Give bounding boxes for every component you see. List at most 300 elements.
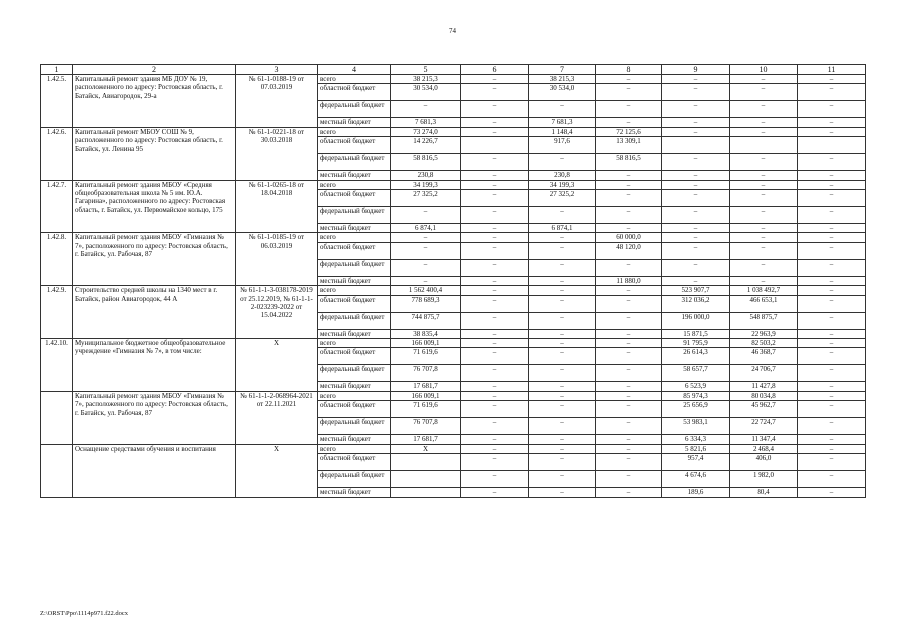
amount-cell: – [529, 329, 596, 338]
item-description: Строительство средней школы на 1340 мест в г. Батайск, район Авиагородок, 44 А [73, 286, 236, 339]
amount-cell: – [798, 444, 866, 453]
amount-cell: – [596, 329, 662, 338]
amount-cell [662, 137, 730, 154]
expertise-document: X [236, 339, 318, 392]
amount-cell: – [529, 471, 596, 488]
amount-cell: 76 707,8 [391, 365, 461, 382]
amount-cell: – [596, 339, 662, 348]
column-number-9: 9 [662, 65, 730, 75]
column-number-11: 11 [798, 65, 866, 75]
amount-cell: 60 000,0 [596, 233, 662, 242]
amount-cell: 25 656,9 [662, 401, 730, 418]
column-number-4: 4 [318, 65, 391, 75]
funding-source: областной бюджет [318, 137, 391, 154]
amount-cell: – [391, 242, 461, 259]
amount-cell: – [461, 365, 529, 382]
budget-table [40, 64, 866, 498]
funding-source: местный бюджет [318, 224, 391, 233]
amount-cell: – [798, 190, 866, 207]
amount-cell: 38 215,3 [391, 75, 461, 84]
amount-cell: – [391, 101, 461, 118]
amount-cell: 27 325,2 [529, 190, 596, 207]
amount-cell: 11 347,4 [730, 435, 798, 444]
funding-source: местный бюджет [318, 276, 391, 285]
amount-cell: – [391, 233, 461, 242]
amount-cell: – [798, 401, 866, 418]
amount-cell: – [596, 391, 662, 400]
funding-source: федеральный бюджет [318, 154, 391, 171]
amount-cell: 30 534,0 [529, 84, 596, 101]
amount-cell: 6 874,1 [529, 224, 596, 233]
amount-cell: – [730, 84, 798, 101]
amount-cell: 24 706,7 [730, 365, 798, 382]
amount-cell: 189,6 [662, 488, 730, 497]
amount-cell: – [391, 259, 461, 276]
amount-cell: – [798, 84, 866, 101]
amount-cell: – [798, 312, 866, 329]
amount-cell: 72 125,6 [596, 127, 662, 136]
amount-cell: 7 681,3 [391, 118, 461, 127]
amount-cell: 466 653,1 [730, 295, 798, 312]
amount-cell: 1 148,4 [529, 127, 596, 136]
amount-cell: 91 795,9 [662, 339, 730, 348]
amount-cell: – [662, 233, 730, 242]
funding-source: местный бюджет [318, 382, 391, 391]
funding-source: местный бюджет [318, 488, 391, 497]
amount-cell: 5 821,6 [662, 444, 730, 453]
item-number: 1.42.10. [41, 339, 73, 392]
amount-cell: – [798, 207, 866, 224]
amount-cell: – [461, 118, 529, 127]
amount-cell: 196 000,0 [662, 312, 730, 329]
amount-cell: – [461, 312, 529, 329]
table-row [41, 339, 866, 348]
amount-cell: – [798, 180, 866, 189]
amount-cell: 27 325,2 [391, 190, 461, 207]
amount-cell [391, 454, 461, 471]
amount-cell: – [461, 84, 529, 101]
amount-cell: – [596, 365, 662, 382]
amount-cell: – [596, 84, 662, 101]
amount-cell: – [529, 259, 596, 276]
amount-cell: 548 875,7 [730, 312, 798, 329]
amount-cell: 38 215,3 [529, 75, 596, 84]
amount-cell: – [529, 154, 596, 171]
funding-source: федеральный бюджет [318, 471, 391, 488]
funding-source: областной бюджет [318, 295, 391, 312]
table-row [41, 180, 866, 189]
amount-cell [461, 137, 529, 154]
amount-cell: – [798, 242, 866, 259]
amount-cell: – [529, 295, 596, 312]
amount-cell: – [798, 454, 866, 471]
item-number [41, 444, 73, 497]
amount-cell: – [662, 154, 730, 171]
amount-cell: 17 681,7 [391, 435, 461, 444]
item-description: Капитальный ремонт здания МБОУ «Гимназия № 7», расположенного по адресу: Ростовская область, г. Батайск, ул. Рабочая, 87 [73, 233, 236, 286]
amount-cell: – [596, 259, 662, 276]
amount-cell: – [798, 418, 866, 435]
amount-cell: 1 562 400,4 [391, 286, 461, 295]
column-number-5: 5 [391, 65, 461, 75]
item-description: Оснащение средствами обучения и воспитания [73, 444, 236, 497]
funding-source: областной бюджет [318, 242, 391, 259]
funding-source: федеральный бюджет [318, 418, 391, 435]
item-description: Муниципальное бюджетное общеобразовательное учреждение «Гимназия № 7», в том числе: [73, 339, 236, 392]
amount-cell: – [391, 207, 461, 224]
amount-cell: – [461, 471, 529, 488]
amount-cell: 34 199,3 [529, 180, 596, 189]
amount-cell: – [662, 84, 730, 101]
amount-cell: – [461, 242, 529, 259]
amount-cell: – [529, 488, 596, 497]
amount-cell: – [529, 365, 596, 382]
amount-cell: 30 534,0 [391, 84, 461, 101]
column-number-8: 8 [596, 65, 662, 75]
amount-cell: – [798, 154, 866, 171]
table-row [41, 127, 866, 136]
expertise-document: X [236, 444, 318, 497]
amount-cell: – [662, 127, 730, 136]
amount-cell: 11 427,8 [730, 382, 798, 391]
amount-cell: 71 619,6 [391, 401, 461, 418]
amount-cell: – [461, 101, 529, 118]
amount-cell: – [529, 444, 596, 453]
amount-cell: – [529, 233, 596, 242]
expertise-document: № 61-1-1-2-068964-2021 от 22.11.2021 [236, 391, 318, 444]
amount-cell: – [798, 488, 866, 497]
amount-cell: – [730, 242, 798, 259]
column-number-1: 1 [41, 65, 73, 75]
amount-cell: 17 681,7 [391, 382, 461, 391]
amount-cell: – [798, 233, 866, 242]
amount-cell: – [730, 233, 798, 242]
amount-cell: – [461, 171, 529, 180]
amount-cell: – [529, 435, 596, 444]
amount-cell: 957,4 [662, 454, 730, 471]
amount-cell: – [798, 435, 866, 444]
amount-cell: – [798, 259, 866, 276]
amount-cell: 14 226,7 [391, 137, 461, 154]
amount-cell: 58 657,7 [662, 365, 730, 382]
amount-cell: 7 681,3 [529, 118, 596, 127]
amount-cell: 38 835,4 [391, 329, 461, 338]
expertise-document: № 61-1-0185-19 от 06.03.2019 [236, 233, 318, 286]
amount-cell: – [730, 190, 798, 207]
amount-cell: – [596, 471, 662, 488]
funding-source: местный бюджет [318, 435, 391, 444]
funding-source: местный бюджет [318, 118, 391, 127]
item-number [41, 391, 73, 444]
item-number: 1.42.5. [41, 75, 73, 128]
amount-cell: – [798, 276, 866, 285]
amount-cell: – [461, 127, 529, 136]
amount-cell: 6 874,1 [391, 224, 461, 233]
amount-cell: – [662, 224, 730, 233]
table-row [41, 75, 866, 84]
amount-cell: – [596, 295, 662, 312]
funding-source: федеральный бюджет [318, 207, 391, 224]
amount-cell: – [461, 190, 529, 207]
amount-cell: – [461, 391, 529, 400]
item-description: Капитальный ремонт здания МБОУ «Гимназия № 7», расположенного по адресу: Ростовская область, г. Батайск, ул. Рабочая, 87 [73, 391, 236, 444]
amount-cell: 2 468,4 [730, 444, 798, 453]
amount-cell: 45 962,7 [730, 401, 798, 418]
funding-source: всего [318, 180, 391, 189]
amount-cell: – [596, 435, 662, 444]
funding-source: всего [318, 339, 391, 348]
amount-cell: – [798, 171, 866, 180]
table-row [41, 286, 866, 295]
amount-cell: 85 974,3 [662, 391, 730, 400]
amount-cell: – [662, 180, 730, 189]
amount-cell: – [662, 207, 730, 224]
amount-cell: – [461, 180, 529, 189]
amount-cell: – [596, 75, 662, 84]
column-number-row [41, 65, 866, 75]
amount-cell: 58 816,5 [596, 154, 662, 171]
amount-cell: – [461, 339, 529, 348]
amount-cell: – [461, 75, 529, 84]
amount-cell: 312 036,2 [662, 295, 730, 312]
amount-cell: – [798, 348, 866, 365]
amount-cell: – [596, 382, 662, 391]
amount-cell: – [596, 207, 662, 224]
amount-cell: – [596, 488, 662, 497]
amount-cell: 6 334,3 [662, 435, 730, 444]
amount-cell: – [461, 418, 529, 435]
amount-cell: 82 503,2 [730, 339, 798, 348]
amount-cell: – [662, 242, 730, 259]
amount-cell: 11 880,0 [596, 276, 662, 285]
file-path-footer: Z:\ORST\Ppo\1114p971.f22.docx [40, 610, 128, 617]
amount-cell: – [730, 118, 798, 127]
amount-cell: – [461, 276, 529, 285]
amount-cell: – [730, 75, 798, 84]
amount-cell: – [596, 418, 662, 435]
amount-cell: 230,8 [391, 171, 461, 180]
amount-cell: – [461, 329, 529, 338]
amount-cell: 48 120,0 [596, 242, 662, 259]
table-row [41, 391, 866, 400]
expertise-document: № 61-1-0265-18 от 18.04.2018 [236, 180, 318, 233]
amount-cell: 523 907,7 [662, 286, 730, 295]
amount-cell: – [596, 312, 662, 329]
amount-cell [798, 137, 866, 154]
amount-cell: – [596, 180, 662, 189]
amount-cell [730, 137, 798, 154]
table-row [41, 233, 866, 242]
amount-cell: – [529, 101, 596, 118]
column-number-2: 2 [73, 65, 236, 75]
amount-cell: – [461, 382, 529, 391]
amount-cell: – [529, 312, 596, 329]
amount-cell: – [529, 454, 596, 471]
amount-cell: 15 871,5 [662, 329, 730, 338]
amount-cell: 73 274,0 [391, 127, 461, 136]
amount-cell: – [730, 101, 798, 118]
amount-cell: – [596, 286, 662, 295]
amount-cell: – [798, 382, 866, 391]
item-number: 1.42.9. [41, 286, 73, 339]
amount-cell: – [461, 435, 529, 444]
amount-cell: – [662, 276, 730, 285]
amount-cell: 166 009,1 [391, 391, 461, 400]
amount-cell: – [529, 382, 596, 391]
amount-cell: 26 614,3 [662, 348, 730, 365]
amount-cell: 6 523,9 [662, 382, 730, 391]
amount-cell: – [798, 224, 866, 233]
page-number: 74 [449, 27, 456, 35]
amount-cell: – [730, 127, 798, 136]
funding-source: всего [318, 75, 391, 84]
amount-cell: – [596, 348, 662, 365]
amount-cell: – [730, 171, 798, 180]
amount-cell [391, 488, 461, 497]
amount-cell: – [596, 118, 662, 127]
funding-source: всего [318, 127, 391, 136]
amount-cell: – [662, 101, 730, 118]
amount-cell: 1 038 492,7 [730, 286, 798, 295]
amount-cell: 744 875,7 [391, 312, 461, 329]
amount-cell: 13 309,1 [596, 137, 662, 154]
amount-cell: – [662, 190, 730, 207]
amount-cell: – [662, 259, 730, 276]
item-description: Капитальный ремонт здания МБОУ «Средняя общеобразовательная школа № 5 им. Ю.А. Гагарина», расположенного по адресу: Ростовская область, г. Батайск, ул. Первомайское кольцо, 175 [73, 180, 236, 233]
amount-cell: 917,6 [529, 137, 596, 154]
amount-cell: – [529, 348, 596, 365]
amount-cell: – [596, 224, 662, 233]
amount-cell: 4 674,6 [662, 471, 730, 488]
amount-cell: 58 816,5 [391, 154, 461, 171]
amount-cell: – [730, 224, 798, 233]
amount-cell: 76 707,8 [391, 418, 461, 435]
amount-cell: – [461, 259, 529, 276]
amount-cell: 80 034,8 [730, 391, 798, 400]
amount-cell: – [798, 339, 866, 348]
expertise-document: № 61-1-0221-18 от 30.03.2018 [236, 127, 318, 180]
amount-cell: – [596, 171, 662, 180]
funding-source: федеральный бюджет [318, 365, 391, 382]
amount-cell: – [662, 75, 730, 84]
amount-cell: – [461, 224, 529, 233]
funding-source: местный бюджет [318, 329, 391, 338]
funding-source: областной бюджет [318, 454, 391, 471]
amount-cell: 778 689,3 [391, 295, 461, 312]
amount-cell: – [461, 488, 529, 497]
table-body [41, 75, 866, 498]
amount-cell: 46 368,7 [730, 348, 798, 365]
amount-cell: – [798, 127, 866, 136]
funding-source: всего [318, 391, 391, 400]
funding-source: областной бюджет [318, 348, 391, 365]
amount-cell: 53 983,1 [662, 418, 730, 435]
amount-cell: – [596, 454, 662, 471]
funding-source: федеральный бюджет [318, 312, 391, 329]
column-number-7: 7 [529, 65, 596, 75]
amount-cell: – [730, 276, 798, 285]
amount-cell: – [529, 339, 596, 348]
amount-cell: – [461, 233, 529, 242]
amount-cell: – [798, 75, 866, 84]
amount-cell: – [798, 329, 866, 338]
amount-cell: X [391, 444, 461, 453]
amount-cell: – [798, 391, 866, 400]
column-number-10: 10 [730, 65, 798, 75]
item-description: Капитальный ремонт здания МБ ДОУ № 19, расположенного по адресу: Ростовская область, г. Батайск, Авиагородок, 29-а [73, 75, 236, 128]
item-number: 1.42.7. [41, 180, 73, 233]
amount-cell: 80,4 [730, 488, 798, 497]
amount-cell: 71 619,6 [391, 348, 461, 365]
item-description: Капитальный ремонт МБОУ СОШ № 9, расположенного по адресу: Ростовская область, г. Батайск, ул. Ленина 95 [73, 127, 236, 180]
amount-cell: – [798, 365, 866, 382]
amount-cell: – [596, 190, 662, 207]
funding-source: областной бюджет [318, 401, 391, 418]
amount-cell: – [730, 207, 798, 224]
amount-cell: – [461, 444, 529, 453]
amount-cell: 230,8 [529, 171, 596, 180]
amount-cell: 34 199,3 [391, 180, 461, 189]
amount-cell: – [529, 276, 596, 285]
table-row [41, 444, 866, 453]
amount-cell: – [391, 276, 461, 285]
amount-cell: – [529, 207, 596, 224]
funding-source: местный бюджет [318, 171, 391, 180]
column-number-6: 6 [461, 65, 529, 75]
expertise-document: № 61-1-1-3-038178-2019 от 25.12.2019, № 61-1-1-2-023239-2022 от 15.04.2022 [236, 286, 318, 339]
amount-cell: – [798, 295, 866, 312]
amount-cell: – [596, 101, 662, 118]
amount-cell: – [596, 444, 662, 453]
amount-cell: – [662, 171, 730, 180]
amount-cell [391, 471, 461, 488]
funding-source: областной бюджет [318, 190, 391, 207]
amount-cell: 22 963,9 [730, 329, 798, 338]
amount-cell: – [596, 401, 662, 418]
funding-source: федеральный бюджет [318, 259, 391, 276]
funding-source: всего [318, 444, 391, 453]
amount-cell: – [730, 259, 798, 276]
amount-cell: – [529, 286, 596, 295]
amount-cell: – [730, 154, 798, 171]
amount-cell: – [461, 207, 529, 224]
column-number-3: 3 [236, 65, 318, 75]
amount-cell: – [662, 118, 730, 127]
amount-cell: – [730, 180, 798, 189]
amount-cell: 406,0 [730, 454, 798, 471]
expertise-document: № 61-1-0188-19 от 07.03.2019 [236, 75, 318, 128]
amount-cell: 166 009,1 [391, 339, 461, 348]
amount-cell: – [461, 454, 529, 471]
amount-cell: 1 982,0 [730, 471, 798, 488]
funding-source: всего [318, 286, 391, 295]
funding-source: всего [318, 233, 391, 242]
amount-cell: – [461, 154, 529, 171]
funding-source: областной бюджет [318, 84, 391, 101]
item-number: 1.42.6. [41, 127, 73, 180]
amount-cell: – [529, 391, 596, 400]
amount-cell: – [529, 242, 596, 259]
amount-cell: – [461, 401, 529, 418]
funding-source: федеральный бюджет [318, 101, 391, 118]
amount-cell: – [798, 471, 866, 488]
item-number: 1.42.8. [41, 233, 73, 286]
amount-cell: – [461, 295, 529, 312]
amount-cell: – [529, 418, 596, 435]
amount-cell: – [461, 286, 529, 295]
amount-cell: – [798, 286, 866, 295]
amount-cell: – [461, 348, 529, 365]
